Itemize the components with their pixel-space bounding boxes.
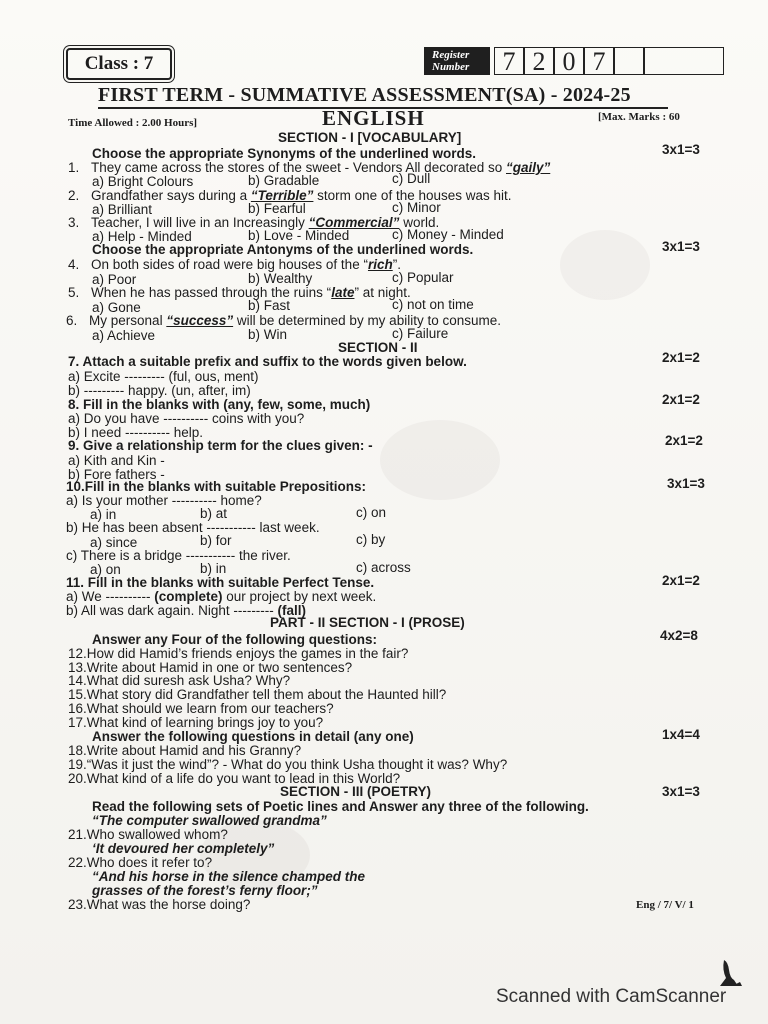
question-number: 5. <box>68 285 80 300</box>
exam-title: FIRST TERM - SUMMATIVE ASSESSMENT(SA) - 2024-25 <box>98 84 631 106</box>
verb-hint: (fall) <box>277 603 307 618</box>
paper-code: Eng / 7/ V/ 1 <box>636 899 694 911</box>
instruction: Choose the appropriate Antonyms of the underlined words. <box>92 242 474 257</box>
question-text: They came across the stores of the sweet - Vendors All decorated so <box>91 160 506 175</box>
poetry-question: 23.What was the horse doing? <box>68 897 251 912</box>
prose-question: 19.“Was it just the wind”? - What do you think Usha thought it was? Why? <box>68 757 508 772</box>
prose-question: 15.What story did Grandfather tell them about the Haunted hill? <box>68 687 447 702</box>
marks-label: 2x1=2 <box>662 573 700 588</box>
item-c: c) There is a bridge ----------- the river. <box>66 548 291 563</box>
question-4 <box>68 257 401 272</box>
marks-label: 3x1=3 <box>662 239 700 254</box>
poetry-question: 22.Who does it refer to? <box>68 855 213 870</box>
question-number: 2. <box>68 188 80 203</box>
question-text: When he has passed through the ruins “ <box>91 285 332 300</box>
option-b: b) Gradable <box>248 173 320 188</box>
item-a: a) Kith and Kin - <box>68 453 165 468</box>
marks-label: 2x1=2 <box>665 433 703 448</box>
option-c: c) on <box>356 505 387 520</box>
option-b: b) for <box>200 533 232 548</box>
register-label-line1: Register <box>432 49 470 61</box>
prose-question: 20.What kind of a life do you want to lead in this World? <box>68 771 401 786</box>
item-a <box>66 589 376 604</box>
prose-question: 12.How did Hamid’s friends enjoys the games in the fair? <box>68 646 409 661</box>
option-b: b) Win <box>248 327 288 342</box>
register-digit: 7 <box>584 47 614 75</box>
class-label: Class : 7 <box>66 48 172 80</box>
paper-stain <box>560 230 650 300</box>
verb-hint: (complete) <box>154 589 223 604</box>
section-heading: SECTION - II <box>338 340 418 355</box>
instruction: Choose the appropriate Synonyms of the underlined words. <box>92 146 477 161</box>
question-7: 7. Attach a suitable prefix and suffix to the words given below. <box>68 354 467 369</box>
poetry-question: 21.Who swallowed whom? <box>68 827 228 842</box>
question-number: 4. <box>68 257 80 272</box>
option-c: c) Minor <box>392 200 441 215</box>
item-b: b) Fore fathers - <box>68 467 165 482</box>
option-a: a) Gone <box>92 300 141 315</box>
option-c: c) by <box>356 532 386 547</box>
item-a: a) Is your mother ---------- home? <box>66 493 262 508</box>
option-c: c) not on time <box>392 297 474 312</box>
option-a: a) Help - Minded <box>92 229 192 244</box>
option-b: b) at <box>200 506 228 521</box>
question-11: 11. Fill in the blanks with suitable Perfect Tense. <box>66 575 375 590</box>
item-a: a) Excite --------- (ful, ous, ment) <box>68 369 259 384</box>
option-a: a) Achieve <box>92 328 156 343</box>
underlined-word: late <box>331 285 355 300</box>
register-digit: 0 <box>554 47 584 75</box>
scanner-watermark: Scanned with CamScanner <box>496 986 727 1007</box>
question-text: Teacher, I will live in an Increasingly <box>91 215 309 230</box>
prose-question: 16.What should we learn from our teachers? <box>68 701 334 716</box>
question-5 <box>68 285 411 300</box>
register-digit: 7 <box>494 47 524 75</box>
option-b: b) Wealthy <box>248 271 313 286</box>
item-text: a) We ---------- <box>66 589 155 604</box>
prose-question: 14.What did suresh ask Usha? Why? <box>68 673 291 688</box>
option-a: a) Brilliant <box>92 202 153 217</box>
instruction: Answer any Four of the following questions: <box>92 632 378 647</box>
paper-stain <box>380 420 500 500</box>
option-a: a) on <box>90 562 121 577</box>
instruction: Answer the following questions in detail (any one) <box>92 729 414 744</box>
option-b: b) Fearful <box>248 201 306 216</box>
underlined-word: “Terrible” <box>250 188 314 203</box>
item-b: b) I need ---------- help. <box>68 425 204 440</box>
question-number: 3. <box>68 215 80 230</box>
option-c: c) Popular <box>392 270 454 285</box>
section-heading: SECTION - I [VOCABULARY] <box>278 130 462 145</box>
question-8: 8. Fill in the blanks with (any, few, some, much) <box>68 397 371 412</box>
max-marks: [Max. Marks : 60 <box>598 111 680 123</box>
register-digit <box>614 47 644 75</box>
option-b: b) Fast <box>248 298 291 313</box>
underlined-word: “success” <box>166 313 234 328</box>
marks-label: 3x1=3 <box>662 142 700 157</box>
time-allowed: Time Allowed : 2.00 Hours] <box>68 117 198 129</box>
question-text: Grandfather says during a <box>91 188 251 203</box>
option-c: c) Failure <box>392 326 449 341</box>
option-c: c) Money - Minded <box>392 227 504 242</box>
section-heading: PART - II SECTION - I (PROSE) <box>270 615 465 630</box>
section-heading: SECTION - III (POETRY) <box>280 784 432 799</box>
option-b: b) in <box>200 561 227 576</box>
subject-title: ENGLISH <box>322 106 425 130</box>
prose-question: 13.Write about Hamid in one or two sentences? <box>68 660 353 675</box>
item-b: b) He has been absent ----------- last week. <box>66 520 320 535</box>
register-label-line2: Number <box>432 61 470 73</box>
option-a: a) Poor <box>92 272 137 287</box>
marks-label: 3x1=3 <box>667 476 705 491</box>
poem-line: “And his horse in the silence champed the <box>92 869 366 884</box>
option-c: c) Dull <box>392 171 431 186</box>
marks-label: 3x1=3 <box>662 784 700 799</box>
register-digit <box>644 47 724 75</box>
marks-label: 2x1=2 <box>662 350 700 365</box>
prose-question: 18.Write about Hamid and his Granny? <box>68 743 302 758</box>
question-number: 1. <box>68 160 80 175</box>
option-b: b) Love - Minded <box>248 228 350 243</box>
register-number-label <box>424 47 490 75</box>
poem-line: ‘It devoured her completely” <box>92 841 275 856</box>
option-a: a) Bright Colours <box>92 174 194 189</box>
item-text: our project by next week. <box>222 589 377 604</box>
poem-line: grasses of the forest’s ferny floor;” <box>92 883 318 898</box>
prose-question: 17.What kind of learning brings joy to you? <box>68 715 324 730</box>
question-text: On both sides of road were big houses of the “ <box>91 257 368 272</box>
register-digit: 2 <box>524 47 554 75</box>
item-b: b) --------- happy. (un, after, im) <box>68 383 251 398</box>
question-10: 10.Fill in the blanks with suitable Prepositions: <box>66 479 367 494</box>
underlined-word: “gaily” <box>506 160 551 175</box>
question-text: storm one of the houses was hit. <box>313 188 512 203</box>
item-text: b) All was dark again. Night --------- <box>66 603 278 618</box>
marks-label: 1x4=4 <box>662 727 700 742</box>
question-text: My personal <box>89 313 167 328</box>
marks-label: 2x1=2 <box>662 392 700 407</box>
item-a: a) Do you have ---------- coins with you? <box>68 411 305 426</box>
instruction: Read the following sets of Poetic lines and Answer any three of the following. <box>92 799 589 814</box>
option-a: a) since <box>90 535 138 550</box>
question-text: world. <box>399 215 440 230</box>
poem-line: “The computer swallowed grandma” <box>92 813 327 828</box>
question-text: ” at night. <box>354 285 411 300</box>
underlined-word: “Commercial” <box>308 215 400 230</box>
question-9: 9. Give a relationship term for the clues given: - <box>68 438 373 453</box>
question-number: 6. <box>66 313 78 328</box>
option-a: a) in <box>90 507 117 522</box>
underlined-word: rich <box>367 257 393 272</box>
register-number-box <box>424 47 724 75</box>
marks-label: 4x2=8 <box>660 628 698 643</box>
question-text: will be determined by my ability to consume. <box>233 313 501 328</box>
option-c: c) across <box>356 560 411 575</box>
camscanner-logo-icon <box>712 956 746 990</box>
question-text: ”. <box>392 257 401 272</box>
